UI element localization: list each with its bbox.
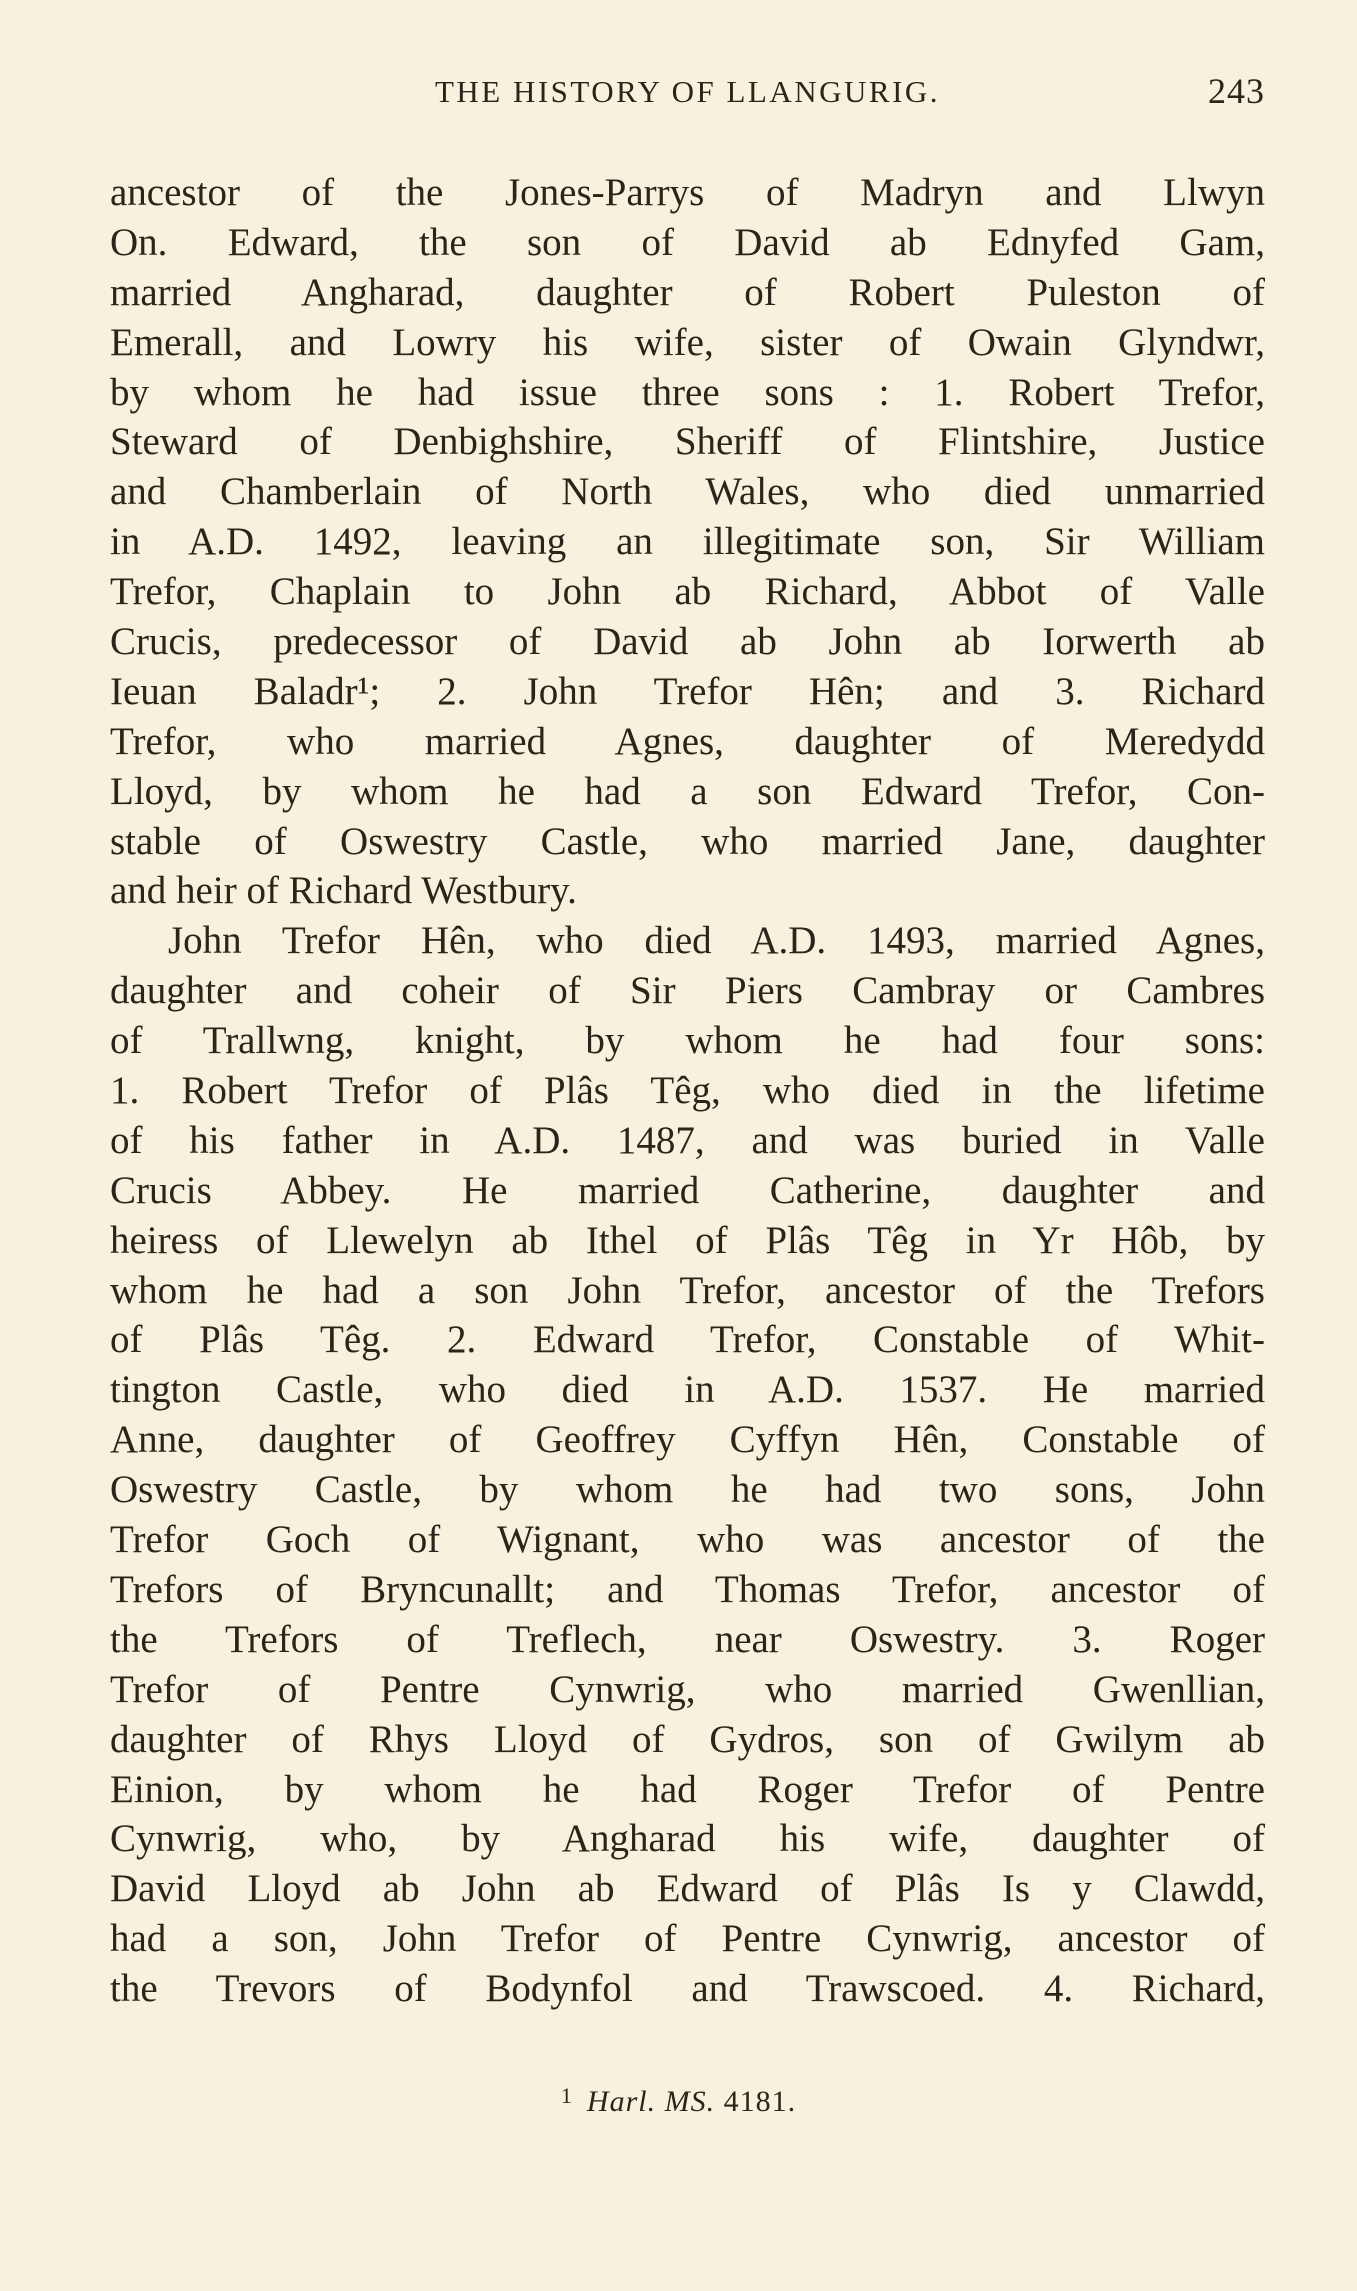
- footnote-mark: 1: [560, 2083, 573, 2108]
- text-line-paragraph-end: and heir of Richard Westbury.: [110, 869, 577, 913]
- text-line: daughter of Rhys Lloyd of Gydros, son of Gwilym ab: [110, 1717, 1265, 1761]
- text-line: Trefor, who married Agnes, daughter of Meredydd: [110, 719, 1265, 763]
- text-line: Einion, by whom he had Roger Trefor of Pentre: [110, 1767, 1265, 1811]
- text-line: Trefor, Chaplain to John ab Richard, Abbot of Valle: [110, 570, 1265, 614]
- text-line: 1. Robert Trefor of Plâs Têg, who died in the lifetime: [110, 1069, 1265, 1113]
- text-line: of Trallwng, knight, by whom he had four sons:: [110, 1019, 1265, 1063]
- text-line: ancestor of the Jones-Parrys of Madryn and Llwyn: [110, 171, 1265, 214]
- page-header: [110, 71, 1265, 130]
- text-line: whom he had a son John Trefor, ancestor of the Trefors: [110, 1268, 1265, 1312]
- footnote-number: 4181.: [723, 2085, 797, 2118]
- text-line: Oswestry Castle, by whom he had two sons, John: [110, 1468, 1265, 1512]
- text-line: stable of Oswestry Castle, who married Jane, daughter: [110, 819, 1265, 863]
- text-line: and Chamberlain of North Wales, who died unmarried: [110, 470, 1265, 514]
- text-line: of Plâs Têg. 2. Edward Trefor, Constable of Whit-: [110, 1318, 1265, 1362]
- text-line: Cynwrig, who, by Angharad his wife, daughter of: [110, 1817, 1265, 1861]
- text-line: Ieuan Baladr¹; 2. John Trefor Hên; and 3. Richard: [110, 669, 1265, 713]
- text-line: Steward of Denbighshire, Sheriff of Flintshire, Justice: [110, 420, 1265, 464]
- text-line: had a son, John Trefor of Pentre Cynwrig, ancestor of: [110, 1917, 1265, 1961]
- page-number: 243: [1208, 71, 1265, 111]
- text-line: David Lloyd ab John ab Edward of Plâs Is y Clawdd,: [110, 1867, 1265, 1911]
- footnote: [0, 2083, 1357, 2119]
- text-line: the Trefors of Treflech, near Oswestry. 3. Roger: [110, 1617, 1265, 1661]
- text-line: of his father in A.D. 1487, and was buried in Valle: [110, 1118, 1265, 1162]
- text-line: Crucis Abbey. He married Catherine, daughter and: [110, 1168, 1265, 1212]
- text-line: Emerall, and Lowry his wife, sister of Owain Glyndwr,: [110, 320, 1265, 364]
- running-head: THE HISTORY OF LLANGURIG.: [434, 74, 941, 109]
- text-line: On. Edward, the son of David ab Ednyfed Gam,: [110, 220, 1265, 264]
- text-line: Crucis, predecessor of David ab John ab Iorwerth ab: [110, 620, 1265, 664]
- text-line: Anne, daughter of Geoffrey Cyffyn Hên, Constable of: [110, 1418, 1265, 1462]
- text-line-paragraph-start: John Trefor Hên, who died A.D. 1493, married Agnes,: [168, 919, 1265, 963]
- text-line: Trefor Goch of Wignant, who was ancestor of the: [110, 1518, 1265, 1562]
- text-line: daughter and coheir of Sir Piers Cambray or Cambres: [110, 969, 1265, 1013]
- text-line: Trefor of Pentre Cynwrig, who married Gwenllian,: [110, 1667, 1265, 1711]
- text-line: Trefors of Bryncunallt; and Thomas Trefor, ancestor of: [110, 1567, 1265, 1611]
- text-line: in A.D. 1492, leaving an illegitimate son, Sir William: [110, 520, 1265, 564]
- text-line: by whom he had issue three sons : 1. Robert Trefor,: [110, 370, 1265, 414]
- text-line: Lloyd, by whom he had a son Edward Trefor, Con-: [110, 769, 1265, 813]
- text-line: the Trevors of Bodynfol and Trawscoed. 4. Richard,: [110, 1967, 1265, 2011]
- text-line: heiress of Llewelyn ab Ithel of Plâs Têg in Yr Hôb, by: [110, 1218, 1265, 1262]
- footnote-source-title: Harl. MS.: [586, 2085, 716, 2118]
- text-line: married Angharad, daughter of Robert Puleston of: [110, 270, 1265, 314]
- text-line: tington Castle, who died in A.D. 1537. He married: [110, 1368, 1265, 1412]
- body-text: [110, 168, 1265, 2014]
